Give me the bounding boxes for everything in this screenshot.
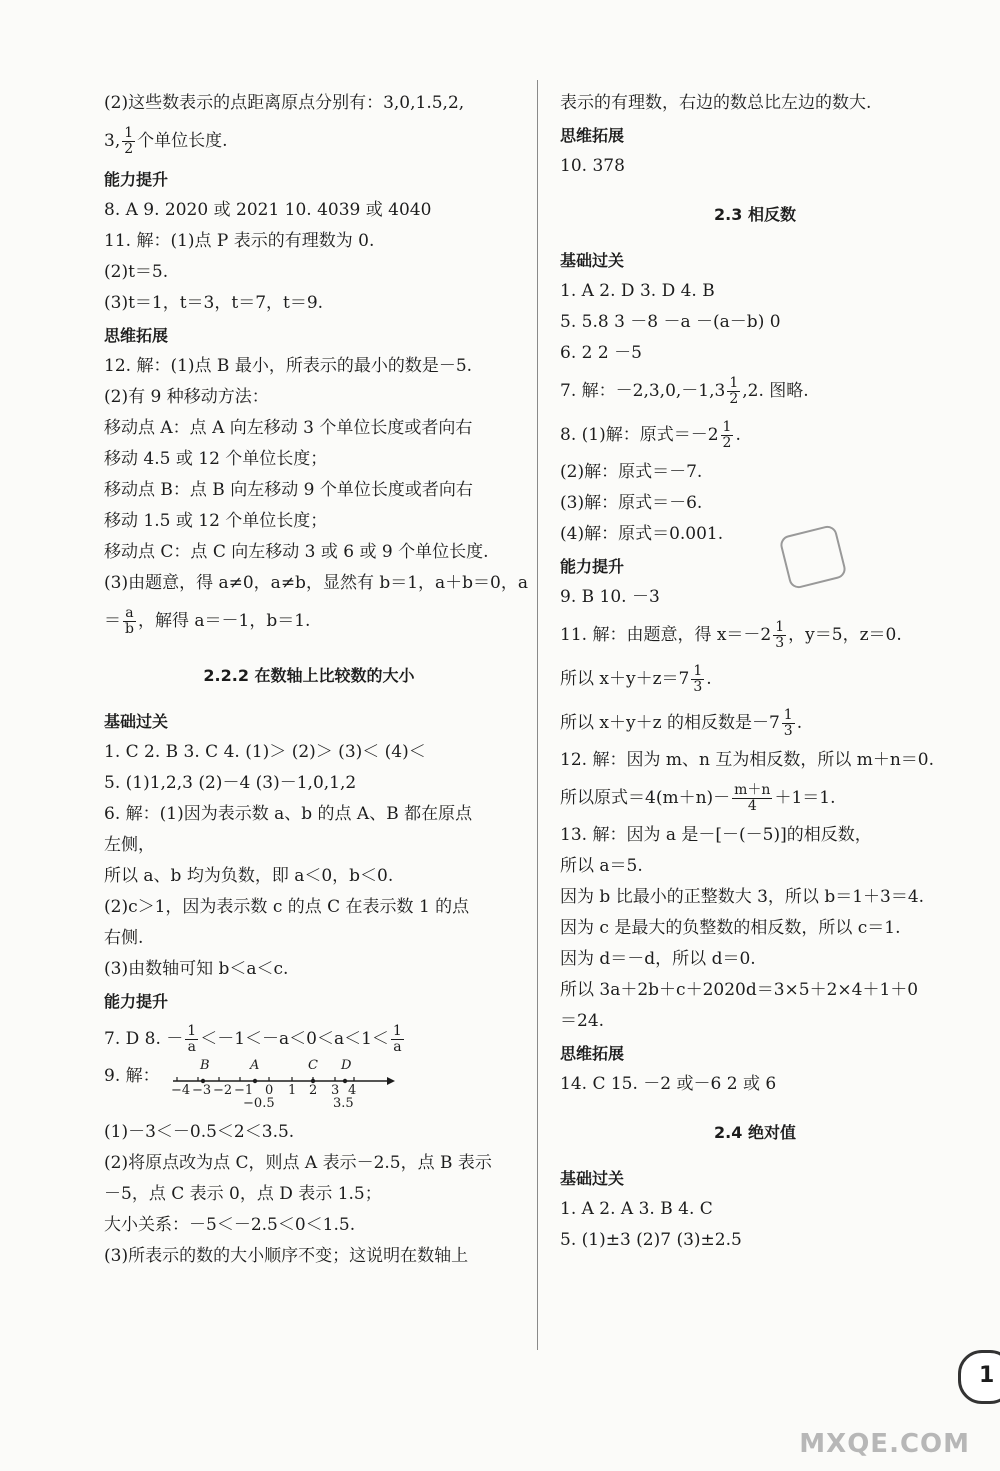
- text-line: 11. 解：(1)点 P 表示的有理数为 0.: [104, 231, 375, 251]
- text-line: 所以原式＝4(m＋n)－ $\frac{m+n}{4}$ ＋1＝1.: [560, 782, 836, 814]
- text-line: 因为 b 比最小的正整数大 3，所以 b＝1＋3＝4.: [560, 887, 925, 907]
- section-heading: 能力提升: [104, 170, 169, 189]
- text-line: 9. B 10. －3: [560, 587, 660, 607]
- text-line: 8. (1)解：原式＝－2 $\frac{1}{2}$ .: [560, 419, 741, 451]
- text-line: (3)t＝1，t＝3，t＝7，t＝9.: [104, 293, 324, 313]
- fraction: $\frac{1}{2}$: [729, 375, 739, 407]
- point-label-a: A: [250, 1058, 260, 1073]
- text-line: 大小关系：－5＜－2.5＜0＜1.5.: [104, 1215, 356, 1235]
- page-number-tab: [958, 1350, 1000, 1404]
- section-heading: 基础过关: [560, 1169, 625, 1188]
- text-line: 5. 5.8 3 －8 －a －(a－b) 0: [560, 312, 781, 332]
- fraction: $\frac{1}{2}$: [124, 125, 134, 157]
- text-line: 8. A 9. 2020 或 2021 10. 4039 或 4040: [104, 200, 432, 220]
- text-line: 移动点 C：点 C 向左移动 3 或 6 或 9 个单位长度.: [104, 542, 489, 562]
- text-line: 表示的有理数，右边的数总比左边的数大.: [560, 93, 872, 113]
- watermark-text: MXQE.COM: [799, 1429, 970, 1459]
- section-title: 2.4 绝对值: [714, 1123, 796, 1142]
- text-line: (3)由题意，得 a≠0，a≠b，显然有 b＝1，a＋b＝0，a: [104, 573, 529, 593]
- text-line: (2)c＞1，因为表示数 c 的点 C 在表示数 1 的点: [104, 897, 470, 917]
- right-column: [560, 88, 950, 1256]
- fraction: $\frac{1}{2}$: [722, 419, 732, 451]
- text-line: 右侧.: [104, 928, 144, 948]
- text-line: 移动点 A：点 A 向左移动 3 个单位长度或者向右: [104, 418, 473, 438]
- text-line: (1)－3＜－0.5＜2＜3.5.: [104, 1122, 295, 1142]
- text-line: 所以 3a＋2b＋c＋2020d＝3×5＋2×4＋1＋0: [560, 980, 919, 1000]
- fraction: $\frac{m+n}{4}$: [734, 782, 771, 814]
- text-line: (2)将原点改为点 C，则点 A 表示－2.5，点 B 表示: [104, 1153, 492, 1173]
- fraction: $\frac{1}{3}$: [775, 619, 785, 651]
- left-column: [104, 88, 529, 1272]
- tick-label: −2: [213, 1083, 233, 1098]
- text-line: 13. 解：因为 a 是－[－(－5)]的相反数，: [560, 825, 872, 845]
- text-line: (3)由数轴可知 b＜a＜c.: [104, 959, 289, 979]
- section-title: 2.3 相反数: [714, 205, 796, 224]
- text-line: 12. 解：因为 m、n 互为相反数，所以 m＋n＝0.: [560, 750, 935, 770]
- text-line: 5. (1)1,2,3 (2)－4 (3)－1,0,1,2: [104, 773, 357, 793]
- text-line: 移动 1.5 或 12 个单位长度；: [104, 511, 328, 531]
- text-line: 所以 x＋y＋z 的相反数是－7 $\frac{1}{3}$ .: [560, 707, 803, 739]
- text-line: －5，点 C 表示 0，点 D 表示 1.5；: [104, 1184, 382, 1204]
- text-line: 14. C 15. －2 或－6 2 或 6: [560, 1074, 777, 1094]
- tick-label: 4: [348, 1083, 357, 1098]
- tick-label: 3.5: [333, 1096, 354, 1111]
- point-label-c: C: [308, 1058, 318, 1073]
- text-line: 移动 4.5 或 12 个单位长度；: [104, 449, 328, 469]
- text-line: (3)所表示的数的大小顺序不变；这说明在数轴上: [104, 1246, 469, 1266]
- text-line: 因为 d＝－d，所以 d＝0.: [560, 949, 756, 969]
- section-heading: 思维拓展: [560, 126, 625, 145]
- text-line: 7. 解：－2,3,0,－1,3 $\frac{1}{2}$ ,2. 图略.: [560, 375, 809, 407]
- text-line: 1. C 2. B 3. C 4. (1)＞ (2)＞ (3)＜ (4)＜: [104, 742, 426, 762]
- text-line: 1. A 2. A 3. B 4. C: [560, 1199, 713, 1219]
- point-d: [343, 1079, 347, 1083]
- text-line: 移动点 B：点 B 向左移动 9 个单位长度或者向右: [104, 480, 473, 500]
- text-line: 10. 378: [560, 156, 625, 176]
- text-line: 左侧，: [104, 835, 155, 855]
- tick-label: 1: [288, 1083, 297, 1098]
- text-line: 所以 a＝5.: [560, 856, 643, 876]
- section-heading: 能力提升: [560, 557, 625, 576]
- text-line: 7. D 8. － $\frac{1}{a}$ ＜－1＜－a＜0＜a＜1＜ $\frac{1}{a}$: [104, 1023, 402, 1055]
- text-line: (2)t＝5.: [104, 262, 169, 282]
- text-line: ＝24.: [560, 1011, 605, 1031]
- text-line: 11. 解：由题意，得 x＝－2 $\frac{1}{3}$ ，y＝5，z＝0.: [560, 619, 902, 651]
- fraction: $\frac{1}{3}$: [693, 663, 703, 695]
- tick-label: 0: [265, 1083, 274, 1098]
- section-heading: 能力提升: [104, 992, 169, 1011]
- fraction: $\frac{1}{a}$: [187, 1023, 197, 1055]
- text-line: 6. 解：(1)因为表示数 a、b 的点 A、B 都在原点: [104, 804, 473, 824]
- point-label-b: B: [200, 1058, 210, 1073]
- text-line: 3, $\frac{1}{2}$ 个单位长度.: [104, 125, 228, 157]
- section-heading: 基础过关: [104, 712, 169, 731]
- section-heading: 思维拓展: [560, 1044, 625, 1063]
- number-line-row: 9. 解： B A C D −4 −3 −2 −1 0 1 2 3 4 −0.5 3.5: [104, 1061, 514, 1117]
- text-line: (2)解：原式＝－7.: [560, 462, 703, 482]
- tick-label: 2: [309, 1083, 318, 1098]
- text-line: 所以 x＋y＋z＝7 $\frac{1}{3}$ .: [560, 663, 712, 695]
- text-line: 所以 a、b 均为负数，即 a＜0，b＜0.: [104, 866, 394, 886]
- section-heading: 思维拓展: [104, 326, 169, 345]
- fraction: $\frac{a}{b}$: [125, 605, 134, 637]
- text-line: (3)解：原式＝－6.: [560, 493, 703, 513]
- text-line: 12. 解：(1)点 B 最小，所表示的最小的数是－5.: [104, 356, 473, 376]
- text-line: (4)解：原式＝0.001.: [560, 524, 724, 544]
- fraction: $\frac{1}{a}$: [392, 1023, 402, 1055]
- text-line: ＝ $\frac{a}{b}$ ，解得 a＝－1，b＝1.: [104, 605, 311, 637]
- section-title: 2.2.2 在数轴上比较数的大小: [203, 666, 415, 685]
- text-line: (2)这些数表示的点距离原点分别有：3,0,1.5,2,: [104, 93, 465, 113]
- text-line: 6. 2 2 －5: [560, 343, 642, 363]
- tick-label: 3: [331, 1083, 340, 1098]
- tick-label: −0.5: [243, 1096, 275, 1111]
- point-a: [253, 1079, 257, 1083]
- point-label-d: D: [341, 1058, 352, 1073]
- text-line: 5. (1)±3 (2)7 (3)±2.5: [560, 1230, 742, 1250]
- tick-label: −4: [171, 1083, 191, 1098]
- text-line: 因为 c 是最大的负整数的相反数，所以 c＝1.: [560, 918, 901, 938]
- text-line: 1. A 2. D 3. D 4. B: [560, 281, 715, 301]
- column-divider: [537, 80, 538, 1350]
- fraction: $\frac{1}{3}$: [783, 707, 793, 739]
- number-line-diagram: [165, 1058, 395, 1113]
- text-line: (2)有 9 种移动方法：: [104, 387, 269, 407]
- page-number: 1: [979, 1363, 995, 1388]
- tick-label: −3: [192, 1083, 212, 1098]
- tick-label: −1: [234, 1083, 254, 1098]
- section-heading: 基础过关: [560, 251, 625, 270]
